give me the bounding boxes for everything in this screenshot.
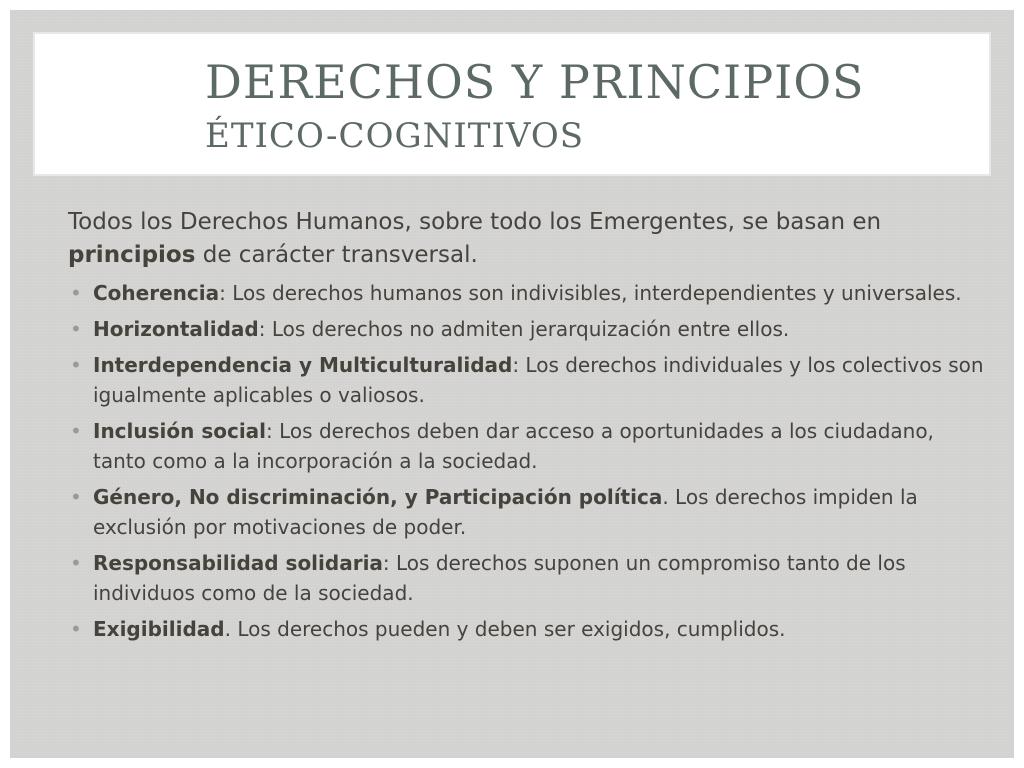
principle-responsabilidad [68,548,988,608]
bullet-dot-icon: • [70,617,82,641]
intro-text-after: de carácter transversal. [195,242,478,268]
principle-description: : Los derechos no admiten jerarquización entre ellos. [258,317,790,341]
principle-term: Interdependencia y Multiculturalidad [93,353,513,377]
principle-term: Coherencia [93,281,220,305]
bullet-dot-icon: • [70,317,82,341]
principle-description: : Los derechos deben dar acceso a oportunidades a los ciudadano, tanto como a la incorporación a la sociedad. [93,419,934,473]
principle-exigibilidad [68,614,988,644]
principle-description: : Los derechos humanos son indivisibles, interdependientes y universales. [219,281,962,305]
principle-term: Género, No discriminación, y Participación política [93,485,663,509]
principle-description: . Los derechos impiden la exclusión por motivaciones de poder. [93,485,918,539]
principle-coherencia [68,278,988,308]
principle-genero [68,482,988,542]
principle-term: Inclusión social [93,419,267,443]
slide-subtitle: ÉTICO-COGNITIVOS [205,116,585,156]
principles-list [68,278,988,644]
bullet-dot-icon: • [70,419,82,443]
intro-bold-word: principios [68,242,196,268]
principle-term: Responsabilidad solidaria [93,551,383,575]
slide-body [68,206,988,650]
title-box [33,32,991,176]
principle-horizontalidad [68,314,988,344]
principle-inclusion-social [68,416,988,476]
intro-text-before: Todos los Derechos Humanos, sobre todo los Emergentes, se basan en [68,209,882,235]
bullet-dot-icon: • [70,485,82,509]
principle-interdependencia [68,350,988,410]
principle-description: : Los derechos suponen un compromiso tanto de los individuos como de la sociedad. [93,551,906,605]
principle-term: Exigibilidad [93,617,225,641]
slide [10,10,1014,758]
bullet-dot-icon: • [70,353,82,377]
principle-term: Horizontalidad [93,317,259,341]
intro-paragraph [68,206,988,272]
bullet-dot-icon: • [70,281,82,305]
principle-description: . Los derechos pueden y deben ser exigidos, cumplidos. [224,617,786,641]
bullet-dot-icon: • [70,551,82,575]
principle-description: : Los derechos individuales y los colectivos son igualmente aplicables o valiosos. [93,353,984,407]
slide-title: DERECHOS Y PRINCIPIOS [205,55,865,109]
